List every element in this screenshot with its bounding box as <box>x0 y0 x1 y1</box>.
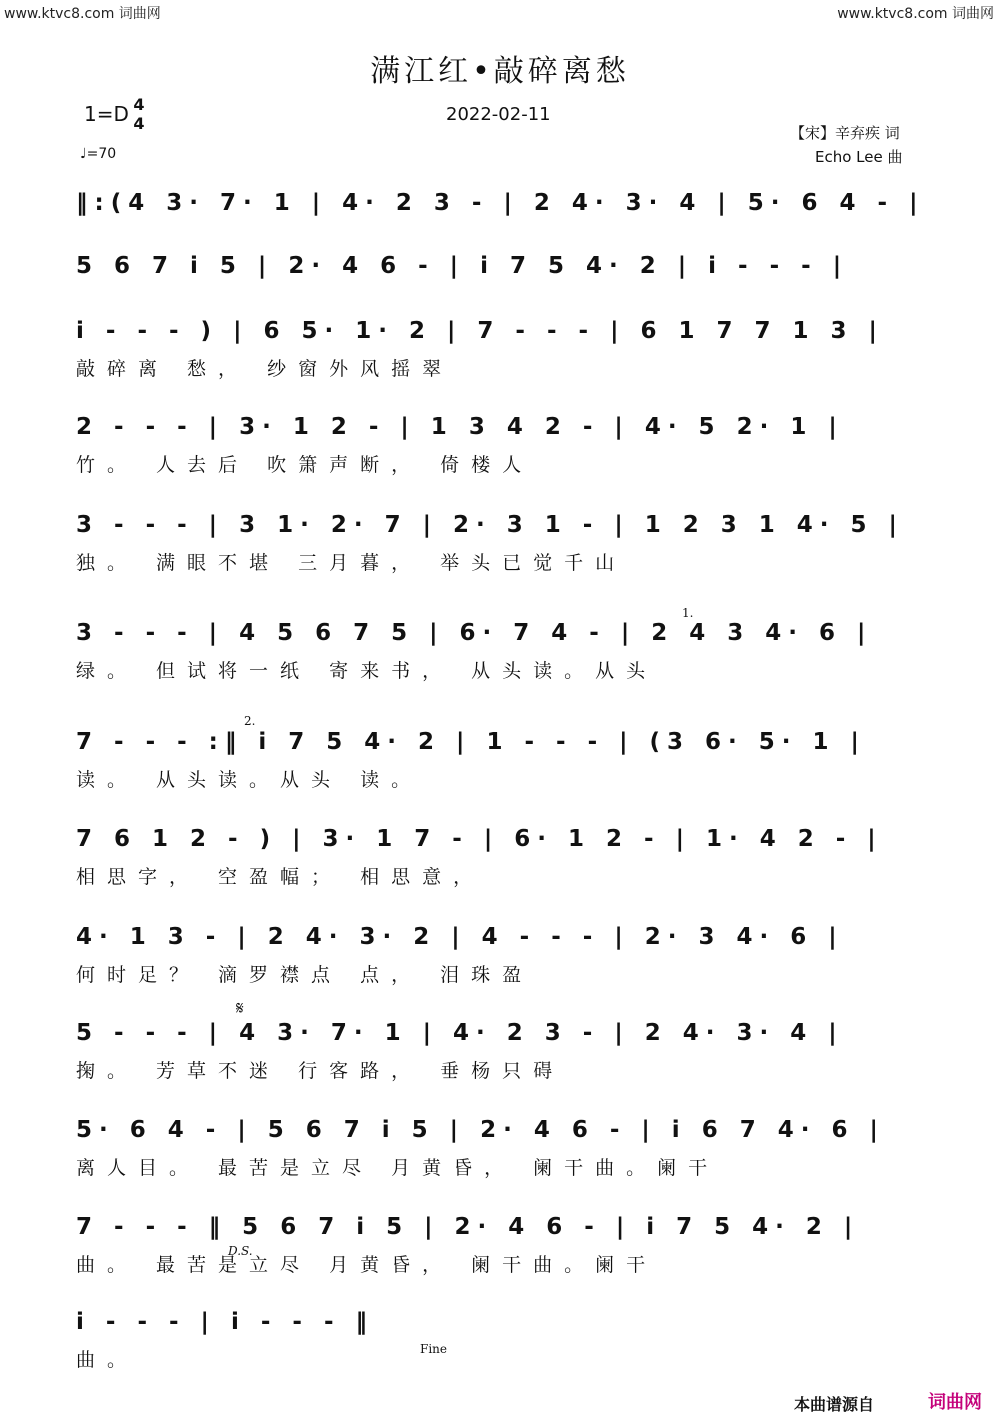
score-row <box>0 620 1000 700</box>
lyric-line: 相思字， 空盈幅； 相思意， <box>76 866 485 888</box>
score-row <box>0 1117 1000 1197</box>
lyric-line: 绿。 但试将一纸 寄来书， 从头读。从头 <box>76 660 658 682</box>
lyric-line: 独。 满眼不堪 三月暮， 举头已觉千山 <box>76 552 627 574</box>
notation-line: 5 6 7 i 5 | 2· 4 6 - | i 7 5 4· 2 | i - - - | <box>76 253 849 279</box>
score-row <box>0 826 1000 906</box>
notation-line: ‖:(4 3· 7· 1 | 4· 2 3 - | 2 4· 3· 4 | 5· 6 4 - | <box>76 190 925 216</box>
notation-line: i - - - | i - - - ‖ <box>76 1309 375 1335</box>
notation-line: 2 - - - | 3· 1 2 - | 1 3 4 2 - | 4· 5 2· 1 | <box>76 414 844 440</box>
lyric-line: 曲。 最苦是立尽 月黄昏， 阑干曲。阑干 <box>76 1254 658 1276</box>
lyric-line: 掬。 芳草不迷 行客路， 垂杨只碍 <box>76 1060 565 1082</box>
key-signature: 1=D <box>84 102 129 126</box>
song-title: 满江红•敲碎离愁 <box>370 54 630 89</box>
lyric-line: 敲碎离 愁， 纱窗外风摇翠 <box>76 358 454 380</box>
time-signature-bottom: 4 <box>133 114 145 133</box>
lyric-line: 曲。 <box>76 1349 139 1371</box>
score-row <box>0 1309 1000 1389</box>
score-row <box>0 924 1000 1004</box>
score-row <box>0 512 1000 592</box>
score-row <box>0 414 1000 494</box>
footer-brand: 词曲网 <box>928 1392 982 1413</box>
composer-credit: Echo Lee 曲 <box>815 148 903 166</box>
score-row <box>0 729 1000 809</box>
notation-line: 4· 1 3 - | 2 4· 3· 2 | 4 - - - | 2· 3 4· 6 | <box>76 924 844 950</box>
ds-marking: D.S. <box>228 1244 253 1258</box>
tempo-marking: ♩=70 <box>80 146 117 162</box>
volta-1-label: 1. <box>682 606 694 620</box>
score-date: 2022-02-11 <box>446 104 551 125</box>
lyricist-credit: 【宋】辛弃疾 词 <box>790 124 900 142</box>
lyric-line: 读。 从头读。从头 读。 <box>76 769 423 791</box>
lyric-line: 竹。 人去后 吹箫声断， 倚楼人 <box>76 454 534 476</box>
lyric-line: 何时足？ 滴罗襟点 点， 泪珠盈 <box>76 964 534 986</box>
fine-marking: Fine <box>420 1342 447 1356</box>
notation-line: 3 - - - | 3 1· 2· 7 | 2· 3 1 - | 1 2 3 1 4· 5 | <box>76 512 904 538</box>
notation-line: 7 - - - ‖ 5 6 7 i 5 | 2· 4 6 - | i 7 5 4· 2 | <box>76 1214 860 1240</box>
notation-line: 5· 6 4 - | 5 6 7 i 5 | 2· 4 6 - | i 6 7 4· 6 | <box>76 1117 885 1143</box>
score-row <box>0 1020 1000 1100</box>
footer-source-label: 本曲谱源自 <box>793 1395 874 1414</box>
watermark-right: www.ktvc8.com 词曲网 <box>837 6 994 22</box>
notation-line: 3 - - - | 4 5 6 7 5 | 6· 7 4 - | 2 4 3 4· 6 | <box>76 620 873 646</box>
notation-line: 7 - - - :‖ i 7 5 4· 2 | 1 - - - | (3 6· 5· 1 | <box>76 729 866 755</box>
time-signature <box>132 95 146 133</box>
score-row <box>0 318 1000 398</box>
notation-line: 7 6 1 2 - ) | 3· 1 7 - | 6· 1 2 - | 1· 4 2 - | <box>76 826 883 852</box>
volta-2-label: 2. <box>244 714 256 728</box>
lyric-line: 离人目。 最苦是立尽 月黄昏， 阑干曲。阑干 <box>76 1157 720 1179</box>
notation-line: 5 - - - | 4 3· 7· 1 | 4· 2 3 - | 2 4· 3· 4 | <box>76 1020 844 1046</box>
time-signature-top: 4 <box>133 95 145 114</box>
score-row <box>0 1214 1000 1294</box>
notation-line: i - - - ) | 6 5· 1· 2 | 7 - - - | 6 1 7 7 1 3 | <box>76 318 884 344</box>
segno-sign: 𝄋 <box>236 998 244 1019</box>
watermark-left: www.ktvc8.com 词曲网 <box>4 6 161 22</box>
